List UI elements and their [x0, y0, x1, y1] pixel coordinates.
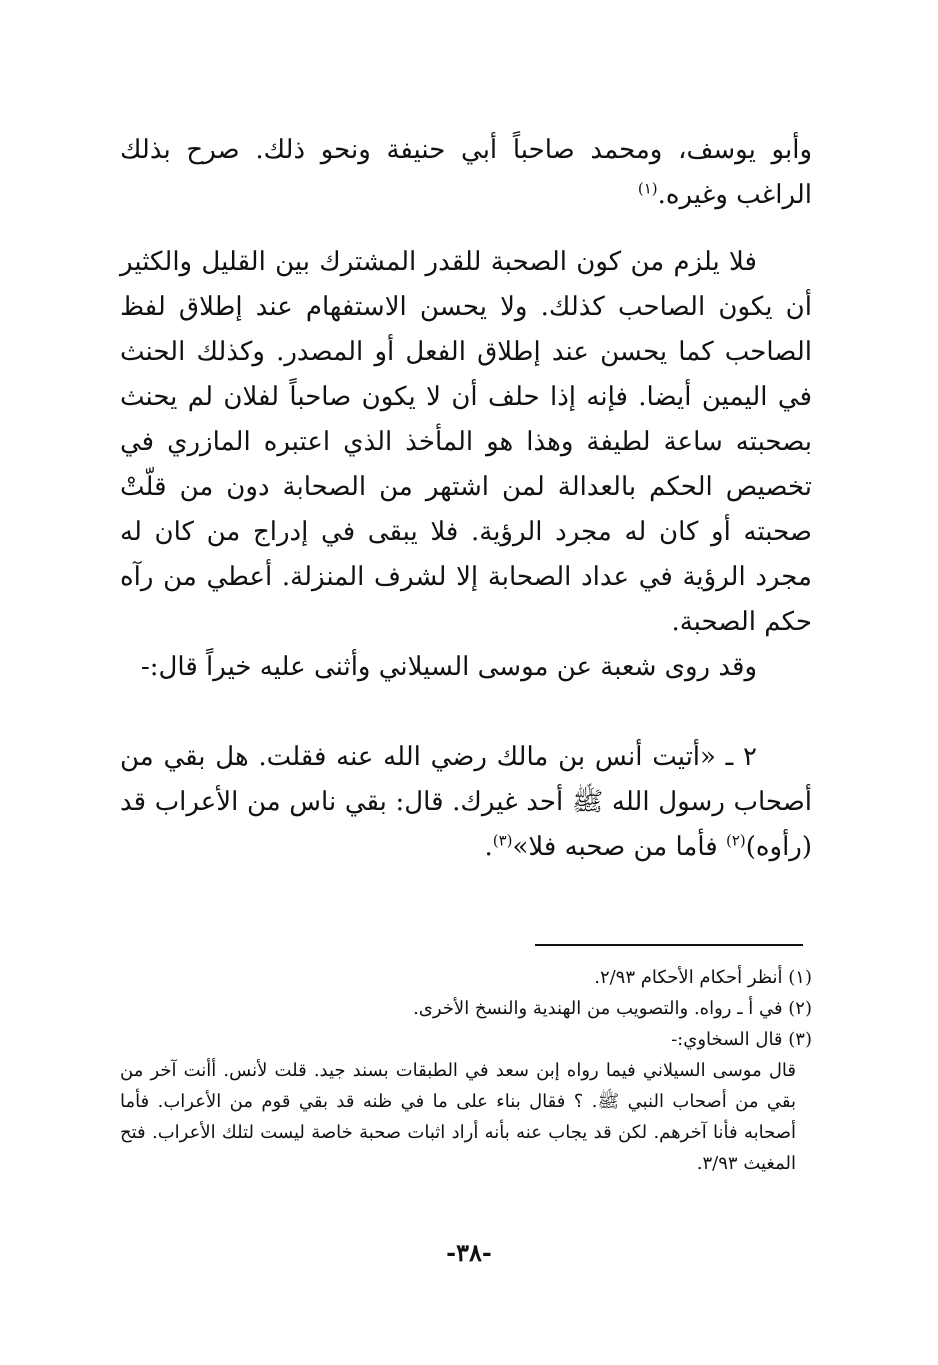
- paragraph-3: وقد روى شعبة عن موسى السيلاني وأثنى عليه خيراً قال:-: [140, 652, 757, 682]
- footnote-ref-2: (٢): [725, 831, 746, 850]
- paragraph-2: فلا يلزم من كون الصحبة للقدر المشترك بين القليل والكثير أن يكون الصاحب كذلك. ولا يحسن الاستفهام عند إطلاق لفظ الصاحب كما يحسن عند إطلاق الفعل أو المصدر. وكذلك الحنث في اليمين أيضا. فإنه إذا حلف أن لا يكون صاحباً لفلان لم يحنث بصحبته ساعة لطيفة وهذا هو المأخذ الذي اعتبره المازري في تخصيص الحكم بالعدالة لمن اشتهر من الصحابة دون من قلّتْ صحبته أو كان له مجرد الرؤية. فلا يبقى في إدراج من كان له مجرد الرؤية في عداد الصحابة إلا لشرف المنزلة. أعطي من رآه حكم الصحبة.: [120, 247, 812, 637]
- hadith-end-mark: .: [484, 832, 493, 862]
- page-number: -٣٨-: [446, 1238, 492, 1267]
- footnote-1: (١) أنظر أحكام الأحكام ٢/٩٣.: [594, 967, 812, 988]
- hadith-text-part-1: ٢ ـ «أتيت أنس بن مالك رضي الله عنه فقلت. هل بقي من أصحاب رسول الله ﷺ أحد غيرك. قال: بقي ناس من الأعراب قد (رأوه): [120, 742, 812, 862]
- paragraph-1: [120, 128, 812, 218]
- paragraph-1-text: وأبو يوسف، ومحمد صاحباً أبي حنيفة ونحو ذلك. صرح بذلك الراغب وغيره.: [120, 135, 812, 210]
- footnote-ref-1: (١): [637, 179, 658, 198]
- footnote-3-quote: قال موسى السيلاني فيما رواه إبن سعد في الطبقات بسند جيد. قلت لأنس. أأنت آخر من بقي من أصحاب النبي ﷺ. ؟ فقال بناء على ما في ظنه قد بقي قوم من الأعراب. فأما أصحابه فأنا آخرهم. لكن قد يجاب عنه بأنه أراد اثبات صحبة خاصة ليست لتلك الأعراب. فتح المغيث ٣/٩٣.: [120, 1060, 796, 1174]
- hadith-text-part-2: فأما من صحبه فلا»: [512, 832, 718, 862]
- footnote-2: (٢) في أ ـ رواه. والتصويب من الهندية والنسخ الأخرى.: [413, 998, 812, 1019]
- footnote-separator: [535, 944, 803, 946]
- footnotes: [120, 962, 812, 1179]
- footnote-ref-3: (٣): [492, 831, 513, 850]
- footnote-3: (٣) قال السخاوي:-: [671, 1029, 812, 1050]
- paragraph-4-hadith: [120, 735, 812, 870]
